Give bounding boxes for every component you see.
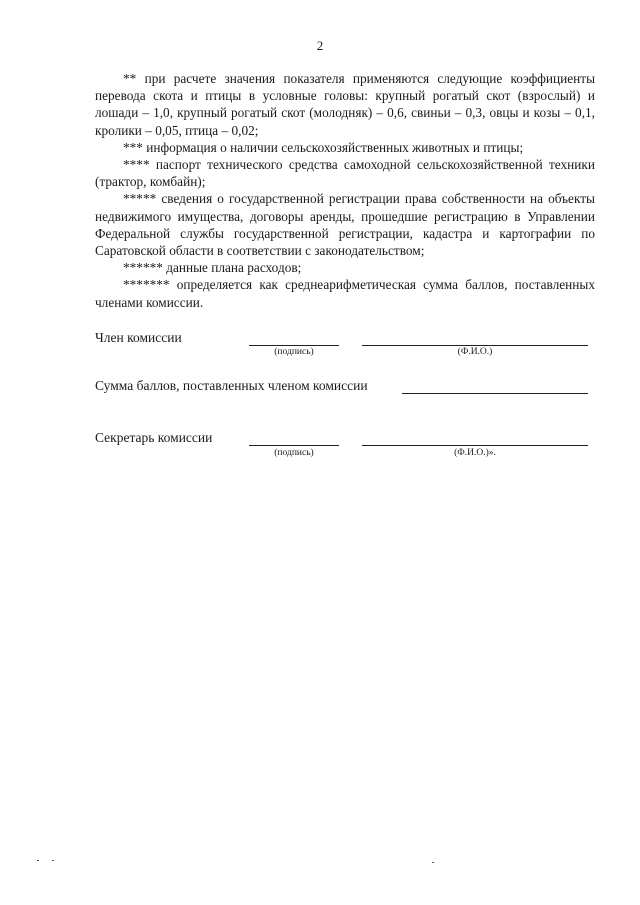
scan-speck <box>37 860 39 861</box>
page-number: 2 <box>316 38 324 53</box>
footnote-machinery-passport: **** паспорт технического средства самоходной сельскохозяйственной техники (трактор, комбайн); <box>95 157 595 190</box>
secretary-signature-line <box>249 445 339 446</box>
footnote-animals-info: *** информация о наличии сельскохозяйственных животных и птицы; <box>123 139 524 155</box>
footnote-expense-plan: ****** данные плана расходов; <box>123 260 302 276</box>
footnote-livestock-coefficients: ** при расчете значения показателя применяются следующие коэффициенты перевода скота и птицы в условные головы: крупный рогатый скот (взрослый) и лошади – 1,0, крупный рогатый скот (молодняк) – 0,6, свиньи – 0,3, овцы и козы – 0,1, кролики – 0,05, птица – 0,02; <box>95 71 595 138</box>
secretary-label: Секретарь комиссии <box>95 430 213 445</box>
member-signature-line <box>249 345 339 346</box>
scan-speck <box>52 860 54 861</box>
score-line <box>402 393 588 394</box>
secretary-name-caption: (Ф.И.О.)». <box>454 448 496 458</box>
score-label: Сумма баллов, поставленных членом комиссии <box>95 378 368 393</box>
member-name-caption: (Ф.И.О.) <box>457 347 493 357</box>
footnote-average-score: ******* определяется как среднеарифметическая сумма баллов, поставленных членами комиссии. <box>95 277 595 310</box>
footnote-property-registration: ***** сведения о государственной регистрации права собственности на объекты недвижимого имущества, договоры аренды, прошедшие регистрацию в Управлении Федеральной службы государственной регистрации, кадастра и картографии по Саратовской области в соответствии с законодательством; <box>95 191 595 259</box>
member-signature-caption: (подпись) <box>274 347 314 357</box>
secretary-signature-caption: (подпись) <box>274 448 314 458</box>
footnotes-section <box>95 70 595 311</box>
member-name-line <box>362 345 588 346</box>
member-label: Член комиссии <box>95 330 182 345</box>
secretary-name-line <box>362 445 588 446</box>
scan-speck <box>432 862 434 863</box>
